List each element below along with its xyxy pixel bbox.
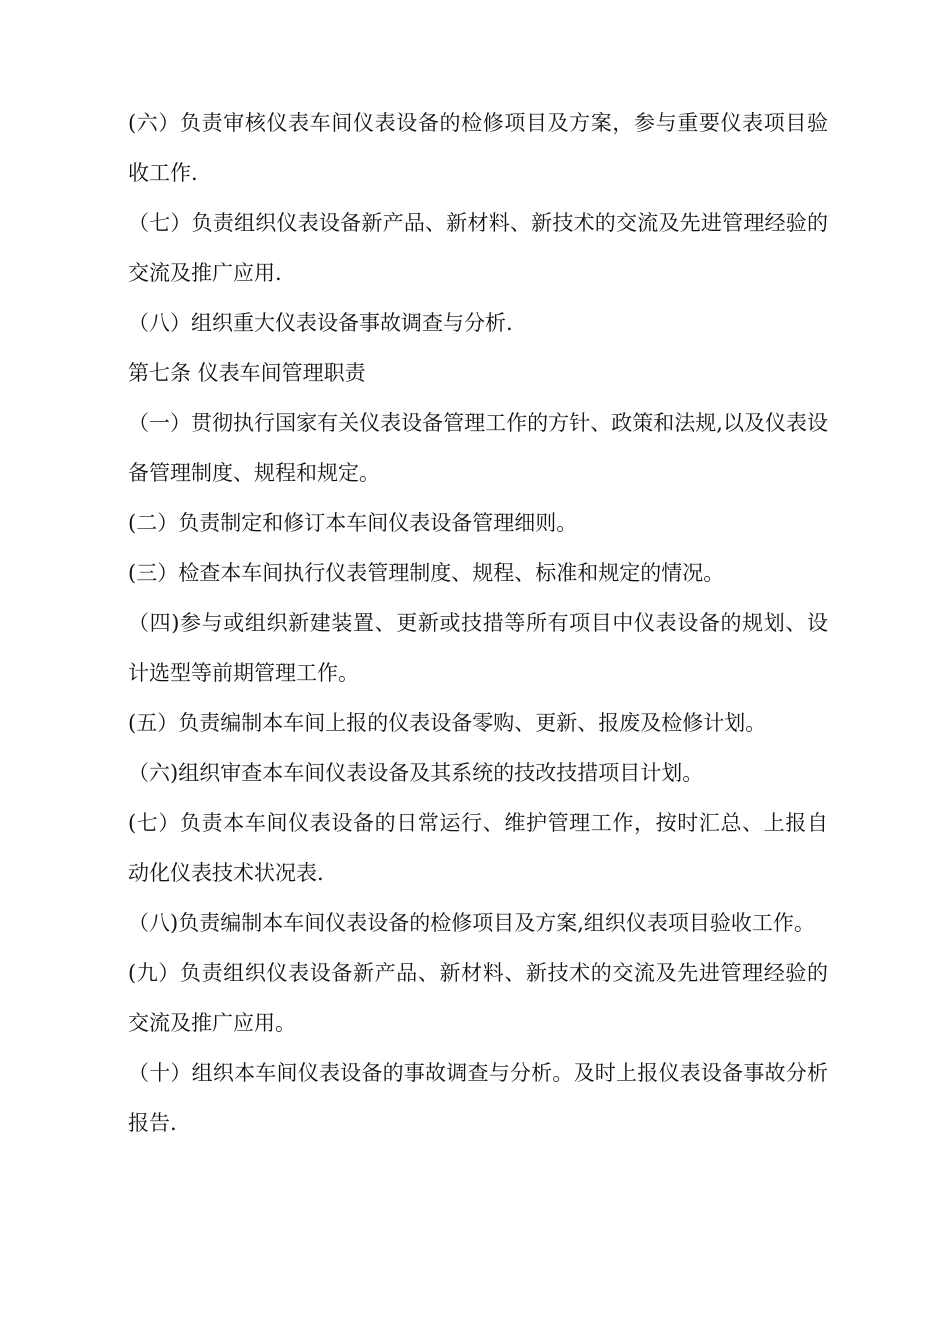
paragraph-duty-9: (九）负责组织仪表设备新产品、新材料、新技术的交流及先进管理经验的交流及推广应用。 xyxy=(128,961,828,1035)
document-body xyxy=(128,98,828,1148)
paragraph-duty-10: （十）组织本车间仪表设备的事故调查与分析。及时上报仪表设备事故分析报告. xyxy=(128,1061,828,1135)
paragraph-item-7-exchange: （七）负责组织仪表设备新产品、新材料、新技术的交流及先进管理经验的交流及推广应用. xyxy=(128,211,828,285)
paragraph-duty-3: (三）检查本车间执行仪表管理制度、规程、标准和规定的情况。 xyxy=(128,561,725,585)
paragraph-duty-8: （八)负责编制本车间仪表设备的检修项目及方案,组织仪表项目验收工作。 xyxy=(128,911,815,935)
paragraph-duty-1: （一）贯彻执行国家有关仪表设备管理工作的方针、政策和法规,以及仪表设备管理制度、规程和规定。 xyxy=(128,411,828,485)
paragraph-item-6-review: (六）负责审核仪表车间仪表设备的检修项目及方案，参与重要仪表项目验收工作. xyxy=(128,111,828,185)
paragraph-duty-4: （四)参与或组织新建装置、更新或技措等所有项目中仪表设备的规划、设计选型等前期管理工作。 xyxy=(128,611,828,685)
section-heading-article-7: 第七条 仪表车间管理职责 xyxy=(128,361,366,385)
paragraph-duty-2: (二）负责制定和修订本车间仪表设备管理细则。 xyxy=(128,511,578,535)
paragraph-duty-7: (七）负责本车间仪表设备的日常运行、维护管理工作，按时汇总、上报自动化仪表技术状况表. xyxy=(128,811,828,885)
paragraph-item-8-accident: （八）组织重大仪表设备事故调查与分析. xyxy=(128,311,513,335)
paragraph-duty-6: （六)组织审查本车间仪表设备及其系统的技改技措项目计划。 xyxy=(128,761,704,785)
paragraph-duty-5: (五）负责编制本车间上报的仪表设备零购、更新、报废及检修计划。 xyxy=(128,711,767,735)
